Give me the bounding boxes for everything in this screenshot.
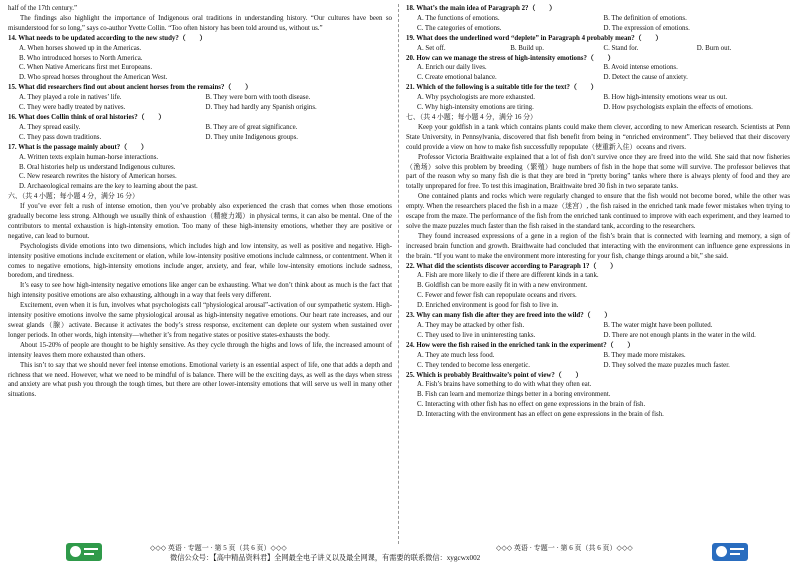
option: B. Avoid intense emotions. — [603, 64, 678, 72]
option: B. Oral histories help us understand Indigenous cultures. — [19, 163, 176, 171]
option: C. Stand for. — [603, 44, 639, 52]
option: D. There are not enough plants in the water in the wild. — [603, 331, 756, 339]
options-row — [8, 133, 392, 143]
passage-paragraph: One contained plants and rocks which were regularly changed to ensure that the fish would not become bored, while the other was empty. When the researchers placed the fish in a maze（迷宫）, the fish raised in the enriched tank made fewer mistakes when trying to escape from the maze. The performance of the fish from the enriched tank continued to improve with each experiment, and they learned to solve the maze puzzles much faster than the fish raised in the standard tank, according to the researchers. — [406, 193, 790, 230]
passage-paragraph: The findings also highlight the importance of Indigenous oral traditions in understanding history. “Our cultures have been so misunderstood for so long,” says co-author Yvette Collin. “Too often history has been told around us, without us.” — [8, 14, 392, 32]
options-row — [406, 44, 790, 54]
question-18: 18. What’s the main idea of Paragraph 2?（ ） — [406, 5, 557, 12]
option: C. Create emotional balance. — [417, 74, 497, 82]
options-row — [406, 14, 790, 24]
section-heading: 六、（共 4 小题；每小题 4 分，满分 16 分） — [8, 193, 139, 201]
option: A. Why psychologists are more exhausted. — [417, 94, 535, 102]
options-row — [406, 331, 790, 341]
options-row — [8, 93, 392, 103]
footer-page-right: ◇◇◇ 英语 · 专题一 · 第 6 页（共 6 页）◇◇◇ — [496, 544, 633, 552]
passage-paragraph: Keep your goldfish in a tank which contains plants could make them clever, according to new American research. Scientists at Penn State University, in Pennsylvania, discovered that fish benefit from being in “enriched environment”. They believed that their discovery could provide a view on how to make fish successfully repopulate（使重新入住）oceans and rivers. — [406, 123, 790, 151]
options-row — [406, 63, 790, 73]
options-row — [406, 351, 790, 361]
passage-paragraph: If you’ve ever felt a rush of intense emotion, then you’ve probably also experienced the crash that comes when those emotions gradually become less strong. Although we usually think of exhaustion（精疲力竭）in physical terms, it can also be mental. One of the contributors to mental exhaustion is high-intensity emotion. Too many of these high-intensity emotions, whether they are positive or negative, can lead to burnout. — [8, 203, 392, 240]
question-14: 14. What needs to be updated according to the new study?（ ） — [8, 34, 207, 42]
option: C. They were badly treated by natives. — [19, 104, 126, 112]
option: C. Why high-intensity emotions are tiring. — [417, 104, 534, 112]
question-24: 24. How were the fish raised in the enriched tank in the experiment?（ ） — [406, 341, 635, 349]
option: A. Fish are more likely to die if there are different kinds in a tank. — [417, 272, 599, 280]
passage-paragraph: About 15-20% of people are thought to be highly sensitive. As they cycle through the highs and lows of life, the increased amount of intensity leaves them more exhausted than others. — [8, 341, 392, 359]
option: C. When Native Americans first met Europeans. — [19, 64, 153, 72]
option: C. New research rewrites the history of American horses. — [19, 173, 177, 181]
option: B. They are of great significance. — [205, 123, 298, 131]
option: B. The definition of emotions. — [603, 14, 687, 22]
question-17: 17. What is the passage mainly about?（ ） — [8, 143, 148, 151]
passage-paragraph: Psychologists divide emotions into two dimensions, which includes high and low intensity, as well as positive and negative. High-intensity positive emotions include excitement or elation, while low-intensity positive emotions include calmness, or contentment. When it comes to negative emotions, high-intensity emotions include anger, anxiety, and fear, while low-intensity emotions include sadness, boredom, and tiredness. — [8, 242, 392, 280]
passage-paragraph: Excitement, even when it is fun, involves what psychologists call “physiological arousal”-activation of our sympathetic system. High-intensity positive emotions involve the same physiological arousal as high-intensity negative emotions. Our heart rate increases, and our sweat glands（腺）activate. Because it activates the body’s stress response, excitement can deplete our system when sustained over longer periods. In other words, high intensity—whether it’s from negative states or positive states-exhausts the body. — [8, 302, 392, 339]
option: D. Interacting with the environment has an effect on gene expressions in the brain of fish. — [417, 411, 664, 419]
option: D. Archaeological remains are the key to learning about the past. — [19, 183, 198, 191]
option: D. They solved the maze puzzles much faster. — [603, 361, 730, 369]
question-21: 21. Which of the following is a suitable title for the text?（ ） — [406, 84, 598, 92]
options-row — [406, 361, 790, 371]
option: D. They unite Indigenous groups. — [205, 133, 299, 141]
section-heading: 七、（共 4 小题；每小题 4 分，满分 16 分） — [406, 113, 537, 121]
option: A. They may be attacked by other fish. — [417, 322, 525, 329]
blue-brand-logo-icon — [712, 543, 748, 561]
page-footer — [0, 541, 800, 569]
option: A. They played a role in natives’ life. — [19, 94, 122, 102]
option: C. Interacting with other fish has no effect on gene expressions in the brain of fish. — [417, 401, 646, 409]
option: A. Fish’s brains have something to do with what they often eat. — [417, 381, 592, 389]
option: A. They ate much less food. — [417, 351, 495, 359]
question-19: 19. What does the underlined word “deplete” in Paragraph 4 probably mean?（ ） — [406, 34, 663, 42]
passage-line: half of the 17th century.” — [8, 5, 78, 12]
options-row — [406, 73, 790, 83]
option: C. The categories of emotions. — [417, 24, 502, 32]
option: D. Who spread horses throughout the American West. — [19, 74, 168, 82]
option: B. The water might have been polluted. — [603, 322, 713, 329]
option: A. Set off. — [417, 44, 446, 52]
question-23: 23. Why can many fish die after they are freed into the wild?（ ） — [406, 312, 612, 320]
option: B. Fish can learn and memorize things better in a boring environment. — [417, 391, 611, 399]
options-row — [406, 321, 790, 331]
option: B. How high-intensity emotions wear us out. — [603, 94, 728, 102]
passage-paragraph: This isn’t to say that we should never feel intense emotions. Emotional variety is an essential aspect of life, one that adds a depth and richness that we need. However, what we need to be mindful of is balance. There will be the exciting days, as well as the days when stress and anxiety are what push you through the tough times, but there are other lower-intensity emotions that will serve us well in many other situations. — [8, 361, 392, 399]
option: C. They pass down traditions. — [19, 133, 102, 141]
option: B. They were born with tooth disease. — [205, 94, 311, 102]
option: C. They tended to become less energetic. — [417, 361, 531, 369]
option: D. Enriched environment is good for fish to live in. — [417, 302, 559, 310]
options-row — [8, 103, 392, 113]
options-row — [406, 93, 790, 103]
passage-paragraph: They found increased expressions of a gene in a region of the fish’s brain that is connected with learning and memory, a sign of increased brain function and growth. Braithwaite had concluded that interacting with the environment can influence gene expressions in the brain. “If you want to make the environment more interesting for your fish, change things around a bit,” she said. — [406, 232, 790, 260]
question-25: 25. Which is probably Braithwaite’s point of view?（ ） — [406, 371, 583, 379]
option: A. Written texts explain human-horse interactions. — [19, 153, 159, 161]
green-brand-logo-icon — [66, 543, 102, 561]
passage-paragraph: Professor Victoria Braithwaite explained that a lot of fish don’t survive once they are freed into the wild. She said that now fisheries（渔场）solve this problem by breeding（繁殖）huge numbers of fish in the hope that some will survive. The professor believes that part of the reason why so many fish die is that they are bred in “pretty boring” tanks where there is always plenty of food and they are totally unprepared for free. To test this imagination, Braithwaite bred 30 fish in two separate tanks. — [406, 153, 790, 191]
options-row — [8, 123, 392, 133]
footer-wechat-note: 微信公众号：【高中精品资料君】全网最全电子讲义以及最全网课，有需要的联系微信：xygcwx002 — [170, 554, 481, 562]
question-15: 15. What did researchers find out about ancient horses from the remains?（ ） — [8, 84, 252, 92]
option: D. The expression of emotions. — [603, 24, 690, 32]
passage-paragraph: It’s easy to see how high-intensity negative emotions like anger can be exhausting. What we don’t think about as much is the fact that high intensity positive emotions are also exhausting, although in a way that feels very different. — [8, 282, 392, 300]
options-row — [406, 103, 790, 113]
option: A. The functions of emotions. — [417, 14, 500, 22]
option: C. Fewer and fewer fish can repopulate oceans and rivers. — [417, 292, 577, 300]
option: B. Who introduced horses to North America. — [19, 54, 143, 62]
option: C. They used to live in uninteresting tanks. — [417, 331, 536, 339]
column-divider — [398, 4, 399, 544]
question-22: 22. What did the scientists discover according to Paragraph 1?（ ） — [406, 262, 618, 270]
option: D. How psychologists explain the effects of emotions. — [603, 104, 753, 112]
question-16: 16. What does Collin think of oral histories?（ ） — [8, 113, 166, 121]
option: B. Build up. — [510, 44, 544, 52]
options-row — [406, 24, 790, 34]
option: A. Enrich our daily lives. — [417, 64, 487, 72]
footer-page-left: ◇◇◇ 英语 · 专题一 · 第 5 页（共 6 页）◇◇◇ — [150, 544, 287, 552]
option: B. Goldfish can be more easily fit in with a new environment. — [417, 282, 588, 290]
option: B. They made more mistakes. — [603, 351, 686, 359]
option: D. Burn out. — [696, 44, 732, 52]
option: D. They had hardly any Spanish origins. — [205, 104, 317, 112]
right-column — [406, 4, 790, 420]
option: D. Detect the cause of anxiety. — [603, 74, 688, 82]
option: A. When horses showed up in the Americas. — [19, 44, 142, 52]
left-column — [8, 4, 392, 400]
question-20: 20. How can we manage the stress of high-intensity emotions?（ ） — [406, 54, 615, 62]
option: A. They spread easily. — [19, 123, 81, 131]
